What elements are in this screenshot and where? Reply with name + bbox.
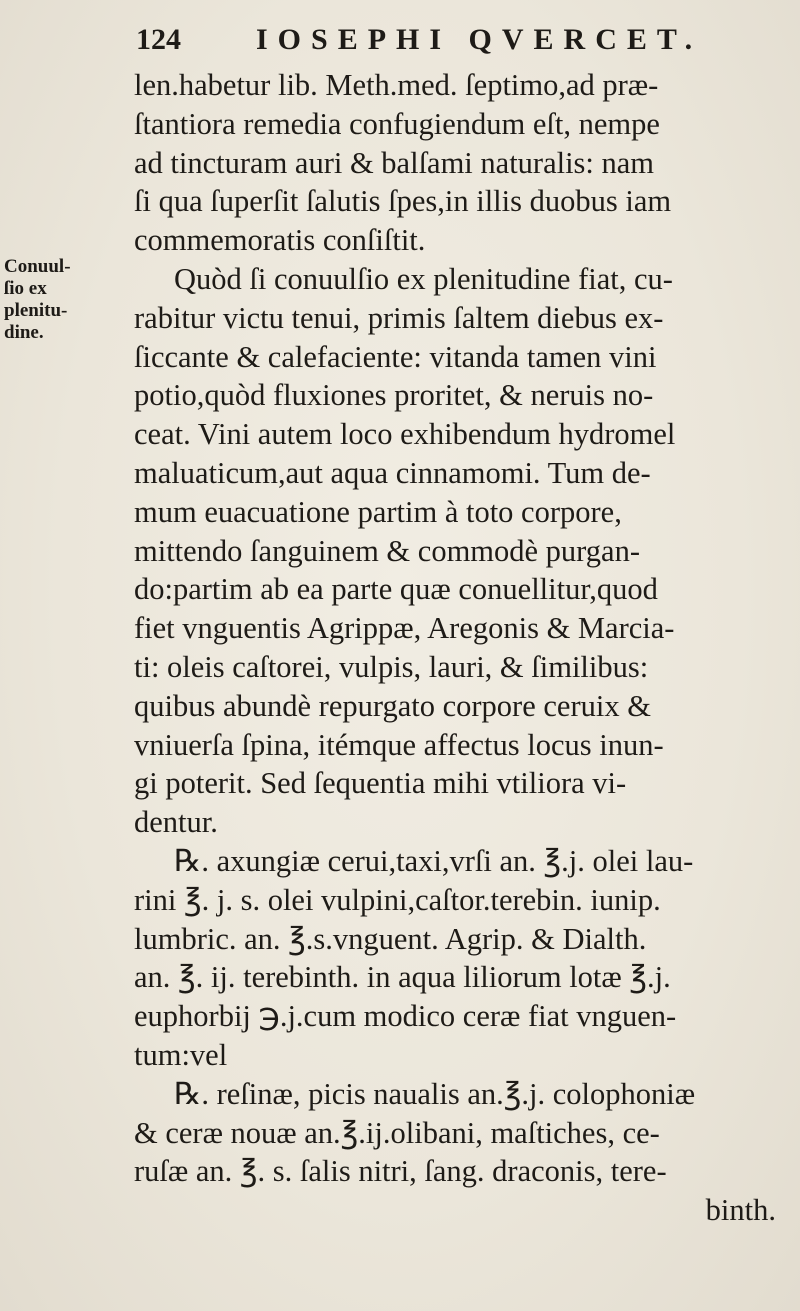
- text-line: ti: oleis caſtorei, vulpis, lauri, & ſimilibus:: [134, 649, 649, 684]
- text-line: ſiccante & calefaciente: vitanda tamen vini: [134, 339, 657, 374]
- page-number: 124: [136, 23, 181, 56]
- margin-note-line: plenitu-: [4, 300, 68, 321]
- text-line: do:partim ab ea parte quæ conuellitur,quod: [134, 572, 658, 607]
- margin-note-line: dine.: [4, 322, 44, 343]
- recipe-line: an. ℥. ij. terebinth. in aqua liliorum lotæ ℥.j.: [134, 960, 671, 995]
- recipe-line: ℞. axungiæ cerui,taxi,vrſi an. ℥.j. olei lau-: [174, 843, 694, 878]
- text-line: mittendo ſanguinem & commodè purgan-: [134, 533, 640, 568]
- text-line: gi poterit. Sed ſequentia mihi vtiliora vi-: [134, 766, 627, 801]
- recipe-line: ruſæ an. ℥. s. ſalis nitri, ſang. draconis, tere-: [134, 1154, 667, 1189]
- margin-note-line: Conuul-: [4, 256, 71, 277]
- margin-note: [4, 256, 124, 344]
- running-head: IOSEPHI QVERCET.: [256, 23, 703, 56]
- text-line: commemoratis conſiſtit.: [134, 223, 426, 258]
- recipe-line: euphorbij ℈.j.cum modico ceræ fiat vnguen-: [134, 999, 677, 1034]
- text-line: ſtantiora remedia confugiendum eſt, nempe: [134, 106, 660, 141]
- recipe-line: lumbric. an. ℥.s.vnguent. Agrip. & Dialth.: [134, 921, 647, 956]
- recipe-line: binth.: [705, 1193, 776, 1228]
- text-line: vniuerſa ſpina, itémque affectus locus inun-: [134, 727, 664, 762]
- text-line: mum euacuatione partim à toto corpore,: [134, 494, 622, 529]
- text-line: maluaticum,aut aqua cinnamomi. Tum de-: [134, 455, 651, 490]
- paragraph-start-line: Quòd ſi conuulſio ex plenitudine fiat, cu-: [174, 261, 673, 296]
- text-line: len.habetur lib. Meth.med. ſeptimo,ad præ-: [134, 68, 659, 102]
- recipe-line: ℞. reſinæ, picis naualis an.℥.j. colophoniæ: [174, 1076, 696, 1111]
- margin-note-line: ſio ex: [4, 278, 47, 299]
- text-line: ad tincturam auri & balſami naturalis: nam: [134, 145, 655, 180]
- recipe-line: rini ℥. j. s. olei vulpini,caſtor.terebin. iunip.: [134, 882, 661, 917]
- text-line: quibus abundè repurgato corpore ceruix &: [134, 688, 651, 723]
- text-line: dentur.: [134, 805, 218, 840]
- text-line: rabitur victu tenui, primis ſaltem diebus ex-: [134, 300, 664, 335]
- page-header: [136, 20, 776, 60]
- text-line: ſi qua ſuperſit ſalutis ſpes,in illis duobus iam: [134, 184, 672, 219]
- recipe-line: tum:vel: [134, 1037, 228, 1072]
- text-line: ceat. Vini autem loco exhibendum hydromel: [134, 417, 676, 452]
- text-line: potio,quòd fluxiones proritet, & neruis no-: [134, 378, 654, 413]
- recipe-line: & ceræ nouæ an.℥.ij.olibani, maſtiches, ce-: [134, 1115, 660, 1150]
- body-text: [134, 66, 784, 1230]
- text-line: fiet vnguentis Agrippæ, Aregonis & Marcia-: [134, 611, 675, 646]
